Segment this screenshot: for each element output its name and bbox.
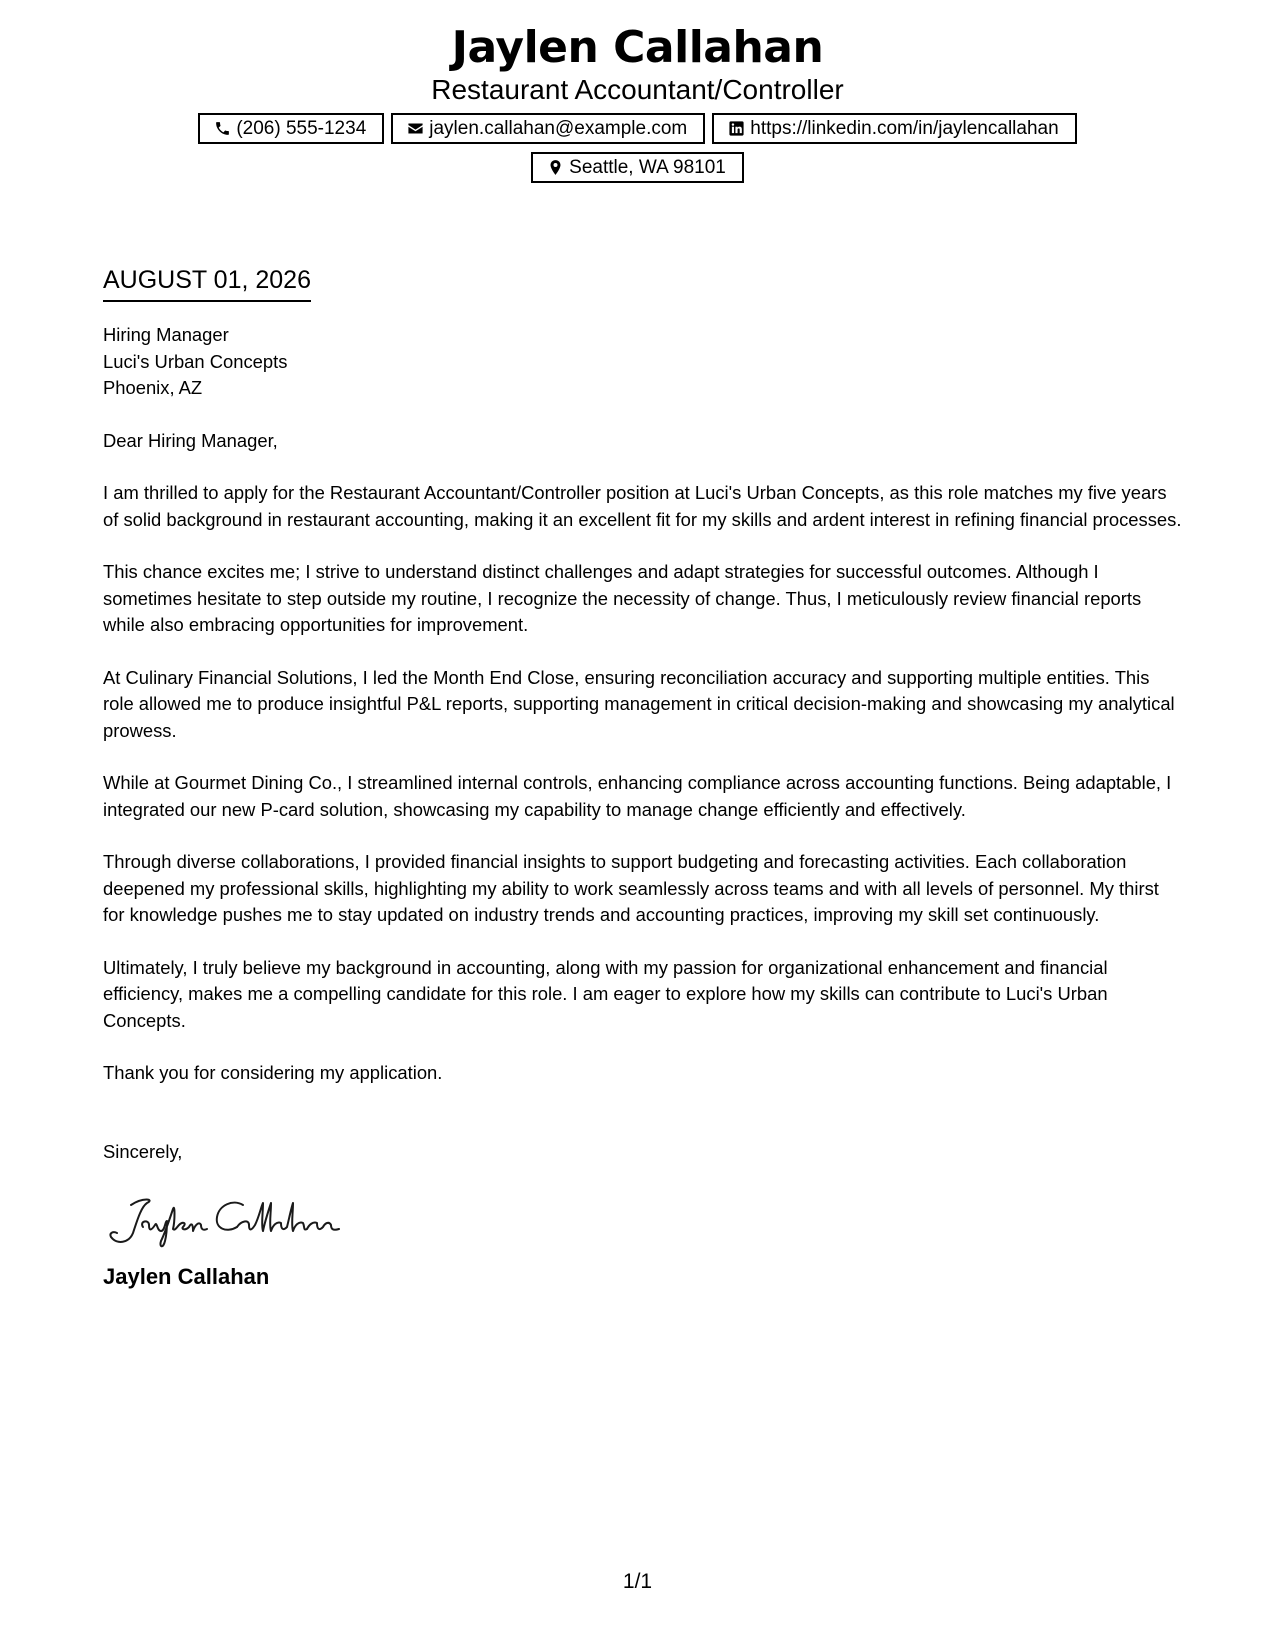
closing: Sincerely, [103,1140,183,1162]
body-paragraph: This chance excites me; I strive to understand distinct challenges and adapt strategies for successful outcomes. Although I sometimes hesitate to step outside my routine, I recognize the necessity of change. Thus, I meticulously review financial reports while also embracing opportunities for improvement. [103,561,1142,635]
body-paragraph: I am thrilled to apply for the Restaurant Accountant/Controller position at Luci's Urban Concepts, as this role matches my five years of solid background in restaurant accounting, making it an excellent fit for my skills and ardent interest in refining financial processes. [103,482,1182,530]
handwritten-signature [103,1191,1183,1251]
contact-linkedin[interactable] [712,113,1076,144]
salutation: Dear Hiring Manager, [103,429,278,451]
body-paragraph: Thank you for considering my application. [103,1062,443,1083]
body-paragraph: Through diverse collaborations, I provided financial insights to support budgeting and forecasting activities. Each collaboration deepened my professional skills, highlighting my ability to work seamlessly across teams and with all levels of personnel. My thirst for knowledge pushes me to stay updated on industry trends and accounting practices, improving my skill set continuously. [103,851,1159,925]
letter-header [0,22,1275,183]
contact-phone-text: (206) 555-1234 [236,117,367,139]
contact-email-text: jaylen.callahan@example.com [429,117,688,139]
contact-email[interactable] [391,113,705,144]
candidate-title: Restaurant Accountant/Controller [431,74,844,105]
page-indicator: 1/1 [622,1570,653,1593]
body-paragraph: While at Gourmet Dining Co., I streamlined internal controls, enhancing compliance across accounting functions. Being adaptable, I integrated our new P-card solution, showcasing my capability to manage change efficiently and effectively. [103,772,1172,820]
contact-linkedin-text: https://linkedin.com/in/jaylencallahan [750,117,1059,139]
letter-body [103,265,1183,1291]
map-pin-icon [547,159,564,176]
envelope-icon [407,120,424,137]
body-paragraph: Ultimately, I truly believe my background in accounting, along with my passion for organizational enhancement and financial efficiency, makes me a compelling candidate for this role. I am eager to explore how my skills can contribute to Luci's Urban Concepts. [103,956,1108,1031]
linkedin-icon [728,120,745,137]
candidate-name: Jaylen Callahan [451,22,824,73]
signer-name: Jaylen Callahan [103,1264,270,1289]
letter-date: AUGUST 01, 2026 [103,265,311,302]
contact-location[interactable] [531,152,744,183]
contact-phone[interactable] [198,113,384,144]
body-paragraph: At Culinary Financial Solutions, I led the Month End Close, ensuring reconciliation accuracy and supporting multiple entities. This role allowed me to produce insightful P&L reports, supporting management in critical decision-making and showcasing my analytical prowess. [103,666,1175,741]
contact-list [188,113,1088,183]
contact-location-text: Seattle, WA 98101 [569,156,726,178]
phone-icon [214,120,231,137]
recipient-line: Hiring Manager [103,324,229,345]
recipient-line: Phoenix, AZ [103,377,203,398]
recipient-block [103,322,1183,402]
recipient-line: Luci's Urban Concepts [103,350,288,372]
